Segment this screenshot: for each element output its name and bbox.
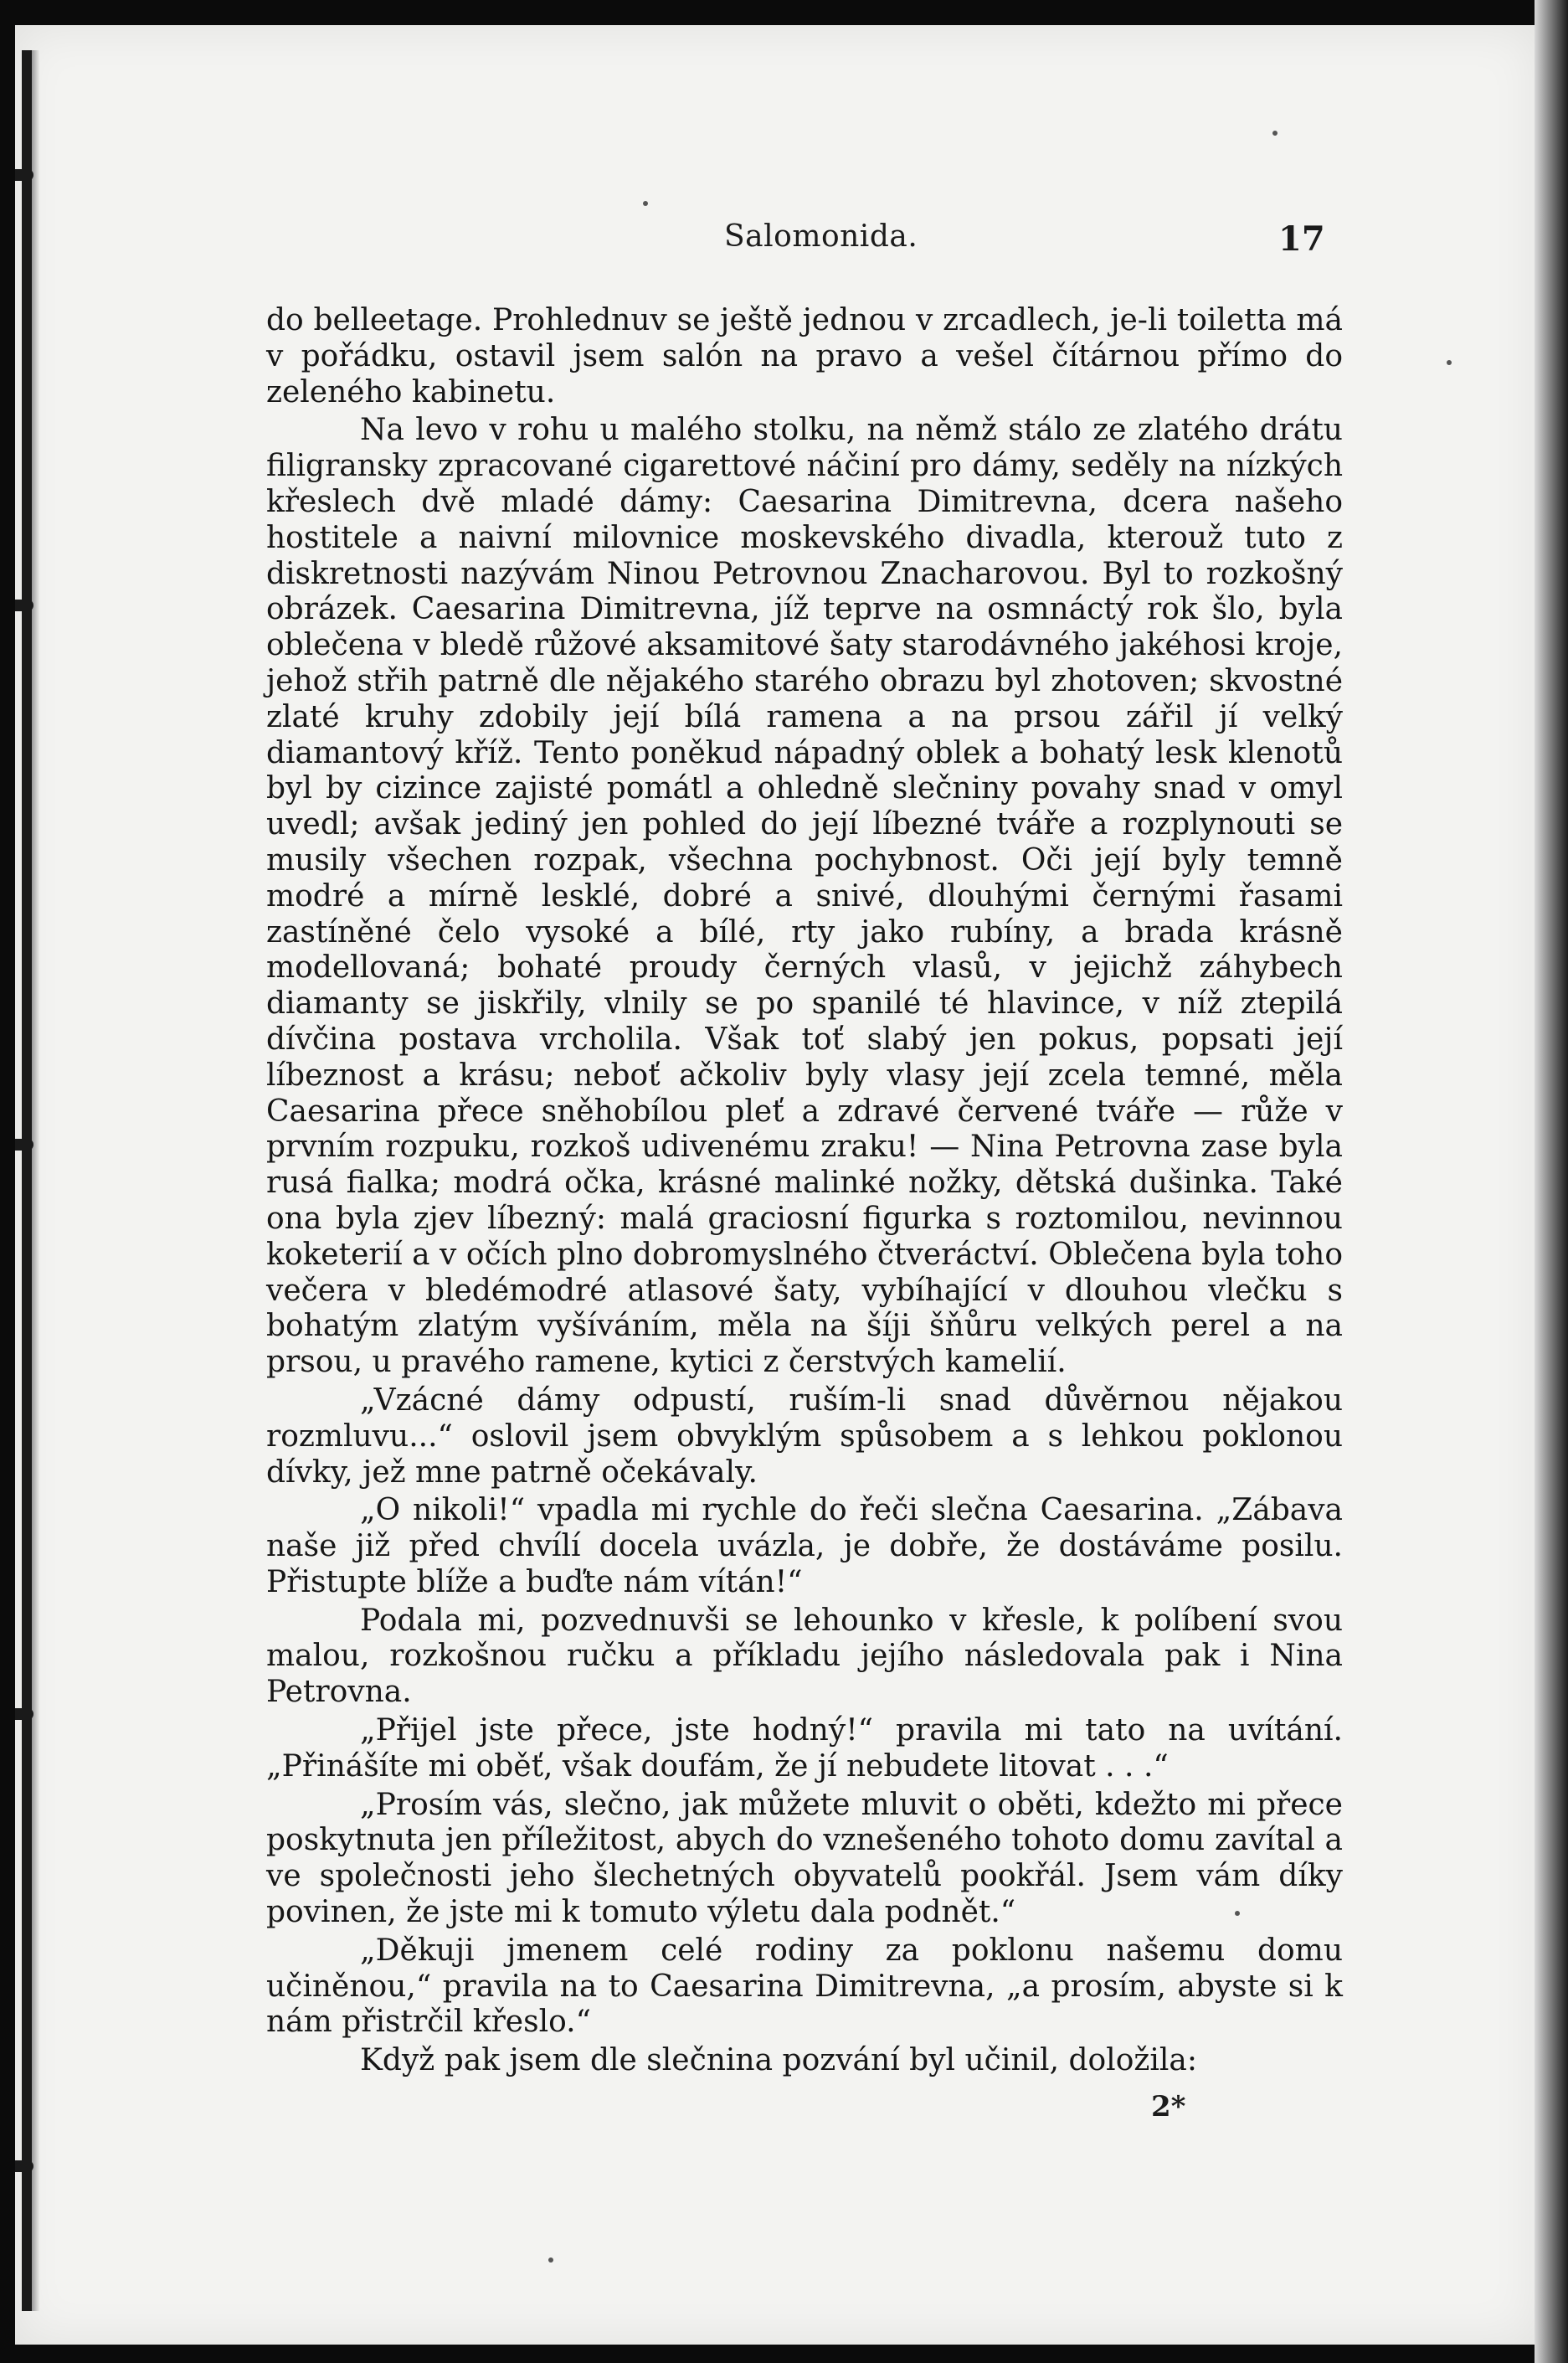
paragraph: „Přijel jste přece, jste hodný!“ pravila mi tato na uvítání. „Přinášíte mi oběť, však doufám, že jí nebudete litovat . . .“ [266, 1713, 1343, 1784]
paper-speck [643, 201, 648, 206]
body-text [266, 303, 1343, 2082]
binding-thread-mark [15, 169, 33, 181]
paragraph: Na levo v rohu u malého stolku, na němž stálo ze zlatého drátu filigransky zpracované cigarettové náčiní pro dámy, seděly na nízkých křeslech dvě mladé dámy: Caesarina Dimitrevna, dcera našeho hostitele a naivní milovnice moskevského divadla, kterouž tuto z diskretnosti nazývám Ninou Petrovnou Znacharovou. Byl to rozkošný obrázek. Caesarina Dimitrevna, jíž teprve na osmnáctý rok šlo, byla oblečena v bledě růžové aksamitové šaty starodávného jakéhosi kroje, jehož střih patrně dle nějakého starého obrazu byl zhotoven; skvostné zlaté kruhy zdobily její bílá ramena a na prsou zářil jí velký diamantový kříž. Tento poněkud nápadný oblek a bohatý lesk klenotů byl by cizince zajisté pomátl a ohledně slečniny povahy snad v omyl uvedl; avšak jediný jen pohled do její líbezné tváře a rozplynouti se musily všechen rozpak, všechna pochybnost. Oči její byly temně modré a mírně lesklé, dobré a snivé, dlouhými černými řasami zastíněné čelo vysoké a bílé, rty jako rubíny, a brada krásně modellovaná; bohaté proudy černých vlasů, v jejichž záhybech diamanty se jiskřily, vlnily se po spanilé té hlavince, v níž ztepilá dívčina postava vrcholila. Však toť slabý jen pokus, popsati její líbeznost a krásu; neboť ačkoliv byly vlasy její zcela temné, měla Caesarina přece sněhobílou pleť a zdravé červené tváře — růže v prvním rozpuku, rozkoš udivenému zraku! — Nina Petrovna zase byla rusá fialka; modrá očka, krásné malinké nožky, dětská dušinka. Také ona byla zjev líbezný: malá graciosní figurka s roztomilou, nevinnou koketerií a v očích plno dobromyslného čtveráctví. Oblečena byla toho večera v bledémodré atlasové šaty, vybíhající v dlouhou vlečku s bohatým zlatým vyšíváním, měla na šíji šňůru velkých perel a na prsou, u pravého ramene, kytici z čerstvých kamelií. [266, 413, 1343, 1380]
binding-shadow [22, 50, 32, 2311]
paragraph: „Prosím vás, slečno, jak můžete mluvit o oběti, kdežto mi přece poskytnuta jen příležitost, abych do vznešeného tohoto domu zavítal a ve společnosti jeho šlechetných obyvatelů pookřál. Jsem vám díky povinen, že jste mi k tomuto výletu dala podnět.“ [266, 1787, 1343, 1930]
page-number: 17 [1278, 219, 1325, 259]
binding-thread-mark [15, 2160, 33, 2172]
paragraph: „Vzácné dámy odpustí, ruším-li snad důvěrnou nějakou rozmluvu...“ oslovil jsem obvyklým spůsobem a s lehkou poklonou dívky, jež mne patrně očekávaly. [266, 1382, 1343, 1490]
signature-mark: 2* [1151, 2090, 1186, 2124]
binding-thread-mark [15, 1139, 33, 1151]
paper-speck [548, 2257, 553, 2263]
page-edge-shadow [1535, 0, 1568, 2363]
binding-thread-mark [15, 1708, 33, 1720]
paper-speck [1447, 360, 1452, 365]
paragraph: Podala mi, pozvednuvši se lehounko v křesle, k políbení svou malou, rozkošnou ručku a příkladu jejího následovala pak i Nina Petrovna. [266, 1603, 1343, 1710]
running-head-title: Salomonida. [724, 219, 918, 254]
paragraph: „Děkuji jmenem celé rodiny za poklonu našemu domu učiněnou,“ pravila na to Caesarina Dimitrevna, „a prosím, abyste si k nám přistrčil křeslo.“ [266, 1933, 1343, 2040]
binding-gutter [32, 50, 40, 2311]
binding-thread-mark [15, 600, 33, 611]
paragraph: do belleetage. Prohlednuv se ještě jednou v zrcadlech, je-li toiletta má v pořádku, ostavil jsem salón na pravo a vešel čítárnou přímo do zeleného kabinetu. [266, 303, 1343, 409]
paper-speck [1272, 131, 1278, 136]
paragraph: „O nikoli!“ vpadla mi rychle do řeči slečna Caesarina. „Zábava naše již před chvílí docela uvázla, je dobře, že dostáváme posilu. Přistupte blíže a buďte nám vítán!“ [266, 1493, 1343, 1599]
paragraph: Když pak jsem dle slečnina pozvání byl učinil, doložila: [360, 2043, 1197, 2078]
